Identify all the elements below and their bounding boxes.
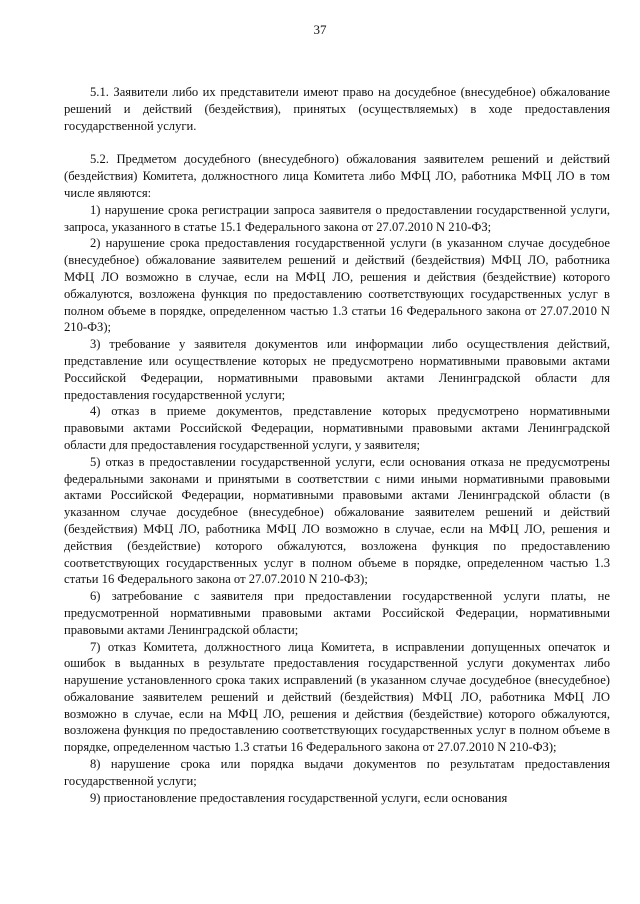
- list-item-1: 1) нарушение срока регистрации запроса заявителя о предоставлении государственной услуги, запроса, указанного в статье 15.1 Федерального закона от 27.07.2010 N 210-ФЗ;: [64, 202, 610, 234]
- list-item-2: 2) нарушение срока предоставления государственной услуги (в указанном случае досудебное (внесудебное) обжалование заявителем решений и действий (бездействия) МФЦ ЛО, работника МФЦ ЛО возможно в случае, если на МФЦ ЛО, решения и действия (бездействие) которого обжалуются, возложена функция по предоставлению соответствующих государственных услуг в полном объеме в порядке, определенном частью 1.3 статьи 16 Федерального закона от 27.07.2010 N 210-ФЗ);: [64, 236, 610, 335]
- list-item-4: 4) отказ в приеме документов, представление которых предусмотрено нормативными правовыми актами Российской Федерации, нормативными правовыми актами Ленинградской области для предоставления государственной услуги, у заявителя;: [64, 404, 610, 452]
- list-item-8: 8) нарушение срока или порядка выдачи документов по результатам предоставления государственной услуги;: [64, 757, 610, 788]
- list-item-6: 6) затребование с заявителя при предоставлении государственной услуги платы, не предусмотренной нормативными правовыми актами Российской Федерации, нормативными правовыми актами Ленинградской области;: [64, 589, 610, 637]
- list-item-9: 9) приостановление предоставления государственной услуги, если основания: [90, 790, 508, 805]
- list-item-3: 3) требование у заявителя документов или информации либо осуществления действий, представление или осуществление которых не предусмотрено нормативными правовыми актами Российской Федерации, нормативными правовыми актами Ленинградской области для предоставления государственной услуги;: [64, 337, 610, 402]
- list-item-5: 5) отказ в предоставлении государственной услуги, если основания отказа не предусмотрены федеральными законами и принятыми в соответствии с ними иными нормативными правовыми актами Российской Федерации, нормативными правовыми актами Ленинградской области (в указанном случае досудебное (внесудебное) обжалование заявителем решений и действий (бездействия) МФЦ ЛО, работника МФЦ ЛО возможно в случае, если на МФЦ ЛО, решения и действия (бездействие) которого обжалуются, возложена функция по предоставлению соответствующих государственных услуг в полном объеме в порядке, определенном частью 1.3 статьи 16 Федерального закона от 27.07.2010 N 210-ФЗ);: [64, 454, 610, 587]
- page-number: 37: [313, 22, 327, 37]
- list-item-7: 7) отказ Комитета, должностного лица Комитета, в исправлении допущенных опечаток и ошибок в выданных в результате предоставления государственной услуги документах либо нарушение установленного срока таких исправлений (в указанном случае досудебное (внесудебное) обжалование заявителем решений и действий (бездействия) МФЦ ЛО, работника МФЦ ЛО возможно в случае, если на МФЦ ЛО, решения и действия (бездействие) которого обжалуются, возложена функция по предоставлению соответствующих государственных услуг в полном объеме в порядке, определенном частью 1.3 статьи 16 Федерального закона от 27.07.2010 N 210-ФЗ);: [64, 639, 610, 755]
- document-body: [64, 84, 610, 806]
- paragraph-5-1: 5.1. Заявители либо их представители имеют право на досудебное (внесудебное) обжалование решений и действий (бездействия), принятых (осуществляемых) в ходе предоставления государственной услуги.: [64, 85, 610, 133]
- paragraph-5-2: 5.2. Предметом досудебного (внесудебного) обжалования заявителем решений и действий (бездействия) Комитета, должностного лица Комитета либо МФЦ ЛО, работника МФЦ ЛО в том числе являются:: [64, 152, 610, 200]
